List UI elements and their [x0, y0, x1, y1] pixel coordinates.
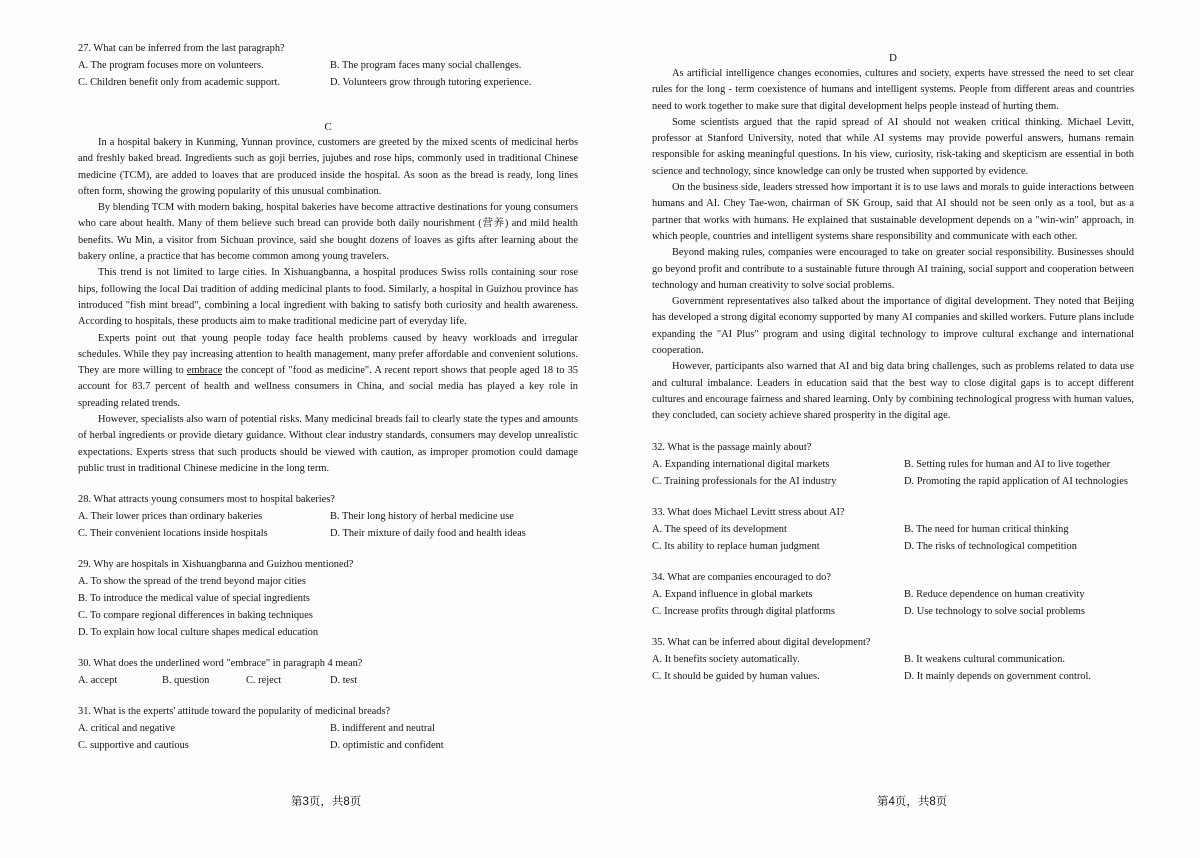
q33-option-b[interactable]: B. The need for human critical thinking: [904, 523, 1069, 535]
q29-option-a[interactable]: A. To show the spread of the trend beyond major cities: [78, 576, 306, 588]
q35-options: [652, 651, 1134, 685]
q28-options: [78, 508, 578, 542]
q30-option-c[interactable]: C. reject: [246, 675, 282, 687]
q34-options: [652, 586, 1134, 620]
passage-d-paragraph-3: On the business side, leaders stressed how important it is to use laws and morals to guide interactions between humans and AI. Chey Tae-won, chairman of SK Group, said that AI should not be seen only as a tool, but as a partner that works with humans. He explained that sustainable development depends on a "win-win" approach, in which people, countries and intelligent systems share responsibility and communicate with each other.: [652, 182, 1134, 242]
page-4: [652, 0, 1134, 685]
paragraph-4-start: Experts point out that young people today face health problems caused by heavy workloads and irregular schedules. While they pay increasing attention to health management, many prefer affordable and convenient solutions. They are more willing to: [78, 332, 578, 377]
q31-option-a[interactable]: A. critical and negative: [78, 723, 175, 735]
q31-option-b[interactable]: B. indifferent and neutral: [330, 723, 435, 735]
q32-stem: 32. What is the passage mainly about?: [652, 441, 812, 453]
passage-c-paragraph-5: However, specialists also warn of potential risks. Many medicinal breads fail to clearly state the types and amounts of herbal ingredients or provide dietary guidance. Without clear industry standards, consumers may develop unrealistic expectations. Experts stress that such products should be viewed with caution, as improper promotion could damage public trust in traditional Chinese medicine in the long term.: [78, 414, 578, 474]
q33-option-c[interactable]: C. Its ability to replace human judgment: [652, 540, 820, 552]
q32-option-b[interactable]: B. Setting rules for human and AI to live together: [904, 458, 1111, 470]
q35-option-b[interactable]: B. It weakens cultural communication.: [904, 653, 1066, 665]
q35-option-c[interactable]: C. It should be guided by human values.: [652, 670, 820, 682]
q28-option-a[interactable]: A. Their lower prices than ordinary bakeries: [78, 511, 263, 523]
q27-option-a[interactable]: A. The program focuses more on volunteers.: [78, 60, 264, 71]
q28-option-b[interactable]: B. Their long history of herbal medicine use: [330, 511, 514, 523]
q31-option-c[interactable]: C. supportive and cautious: [78, 740, 189, 752]
q33-option-d[interactable]: D. The risks of technological competition: [904, 540, 1077, 552]
q32-option-a[interactable]: A. Expanding international digital markets: [652, 458, 830, 470]
q35-option-d[interactable]: D. It mainly depends on government control.: [904, 670, 1091, 682]
passage-d-paragraph-6: However, participants also warned that AI and big data bring challenges, such as problems related to data use and cultural imbalance. Leaders in education said that the best way to close digital gaps is to accept different cultures and encourage fairness and shared learning. Only by combining technological progress with human values, they concluded, can society achieve shared prosperity in the digital age.: [652, 361, 1134, 422]
q32-option-d[interactable]: D. Promoting the rapid application of AI technologies: [904, 475, 1128, 487]
q29-option-d[interactable]: D. To explain how local culture shapes medical education: [78, 627, 319, 639]
q30-option-a[interactable]: A. accept: [78, 675, 118, 687]
q30-option-d[interactable]: D. test: [330, 675, 358, 687]
q34-option-a[interactable]: A. Expand influence in global markets: [652, 588, 813, 600]
q29-option-b[interactable]: B. To introduce the medical value of special ingredients: [78, 593, 310, 605]
q30-stem: 30. What does the underlined word "embrace" in paragraph 4 mean?: [78, 658, 363, 670]
q27-option-b[interactable]: B. The program faces many social challenges.: [330, 60, 522, 71]
passage-c-paragraph-1: In a hospital bakery in Kunming, Yunnan province, customers are greeted by the mixed scents of medicinal herbs and freshly baked bread. Ingredients such as goji berries, jujubes and rose hips, commonly used in traditional Chinese medicine (TCM), are added to loaves that are produced inside the hospital. As soon as the bread is ready, long lines often form, showing the growing popularity of this unusual combination.: [78, 137, 578, 197]
page-4-footer: 第4页，共8页: [877, 796, 948, 808]
q28-option-c[interactable]: C. Their convenient locations inside hospitals: [78, 528, 268, 540]
q31-options: [78, 720, 578, 754]
q27-stem: 27. What can be inferred from the last paragraph?: [78, 43, 285, 54]
underlined-word-embrace: embrace: [186, 365, 223, 377]
passage-d-paragraph-1: As artificial intelligence changes economies, cultures and society, experts have stressed the need to set clear rules for the long - term coexistence of humans and intelligent systems. People from different areas and countries need to work together to make sure that digital development helps people instead of hurting them.: [652, 68, 1134, 112]
q28-stem: 28. What attracts young consumers most to hospital bakeries?: [78, 494, 335, 506]
q27-option-d[interactable]: D. Volunteers grow through tutoring experience.: [330, 77, 532, 88]
passage-d-paragraph-5: Government representatives also talked about the importance of digital development. They noted that Beijing has developed a strong digital economy supported by many AI companies and skilled workers. Future plans include expanding the "AI Plus" program and using digital technology to improve cultural exchange and international cooperation.: [652, 296, 1134, 357]
page-3: [78, 0, 578, 754]
q31-option-d[interactable]: D. optimistic and confident: [330, 740, 444, 752]
section-d-title: D: [889, 52, 897, 64]
passage-c-paragraph-2: By blending TCM with modern baking, hospital bakeries have become attractive destinations for young consumers who care about health. Many of them believe such bread can provide both daily nourishment (营养) and mild health benefits. Wu Min, a visitor from Sichuan province, said she bought dozens of loaves as gifts after learning about the bakery online, a practice that has become common among young travelers.: [78, 202, 578, 263]
q30-option-b[interactable]: B. question: [162, 675, 210, 687]
passage-c-paragraph-4: [78, 331, 578, 412]
q31-stem: 31. What is the experts' attitude toward the popularity of medicinal breads?: [78, 706, 391, 718]
q35-option-a[interactable]: A. It benefits society automatically.: [652, 653, 800, 665]
q35-stem: 35. What can be inferred about digital development?: [652, 636, 871, 648]
q30-options: [78, 672, 578, 689]
section-c-title: C: [324, 121, 332, 133]
q27-options: [78, 57, 578, 91]
q29-option-c[interactable]: C. To compare regional differences in baking techniques: [78, 610, 313, 622]
q34-option-d[interactable]: D. Use technology to solve social problems: [904, 605, 1085, 617]
q34-option-b[interactable]: B. Reduce dependence on human creativity: [904, 588, 1085, 600]
q33-options: [652, 521, 1134, 555]
q34-option-c[interactable]: C. Increase profits through digital platforms: [652, 605, 835, 617]
q28-option-d[interactable]: D. Their mixture of daily food and health ideas: [330, 528, 526, 540]
q29-options: [78, 573, 578, 641]
q27-option-c[interactable]: C. Children benefit only from academic support.: [78, 77, 280, 88]
q29-stem: 29. Why are hospitals in Xishuangbanna and Guizhou mentioned?: [78, 559, 354, 571]
q33-stem: 33. What does Michael Levitt stress about AI?: [652, 506, 845, 518]
q33-option-a[interactable]: A. The speed of its development: [652, 523, 787, 535]
q32-options: [652, 456, 1134, 490]
passage-c-paragraph-3: This trend is not limited to large cities. In Xishuangbanna, a hospital produces Swiss rolls containing sour rose hips, following the local Dai tradition of adding medicinal plants to food. Similarly, a hospital in Guizhou province has introduced "fish mint bread", combining a local ingredient with baking to satisfy both curiosity and health awareness. According to hospitals, these products aim to make traditional medicine part of everyday life.: [78, 267, 578, 328]
q34-stem: 34. What are companies encouraged to do?: [652, 571, 831, 583]
passage-d-paragraph-4: Beyond making rules, companies were encouraged to take on greater social responsibility. Businesses should go beyond profit and contribute to a sustainable future through AI training, social support and cooperation between technology and human creativity to solve social problems.: [652, 247, 1134, 291]
q32-option-c[interactable]: C. Training professionals for the AI industry: [652, 475, 837, 487]
page-3-footer: 第3页，共8页: [291, 796, 362, 808]
paragraph-4-end: the concept of "food as medicine". A recent report shows that people aged 18 to 35 account for 83.7 percent of health and wellness consumers in China, and social media has played a key role in spreading related trends.: [78, 365, 578, 409]
passage-d-paragraph-2: Some scientists argued that the rapid spread of AI should not weaken critical thinking. Michael Levitt, professor at Stanford University, noted that while AI systems may provide powerful answers, humans remain responsible for asking meaningful questions. In his view, curiosity, risk-taking and skepticism are essential in both science and technology, since knowledge can only be trusted when supported by evidence.: [652, 116, 1134, 177]
